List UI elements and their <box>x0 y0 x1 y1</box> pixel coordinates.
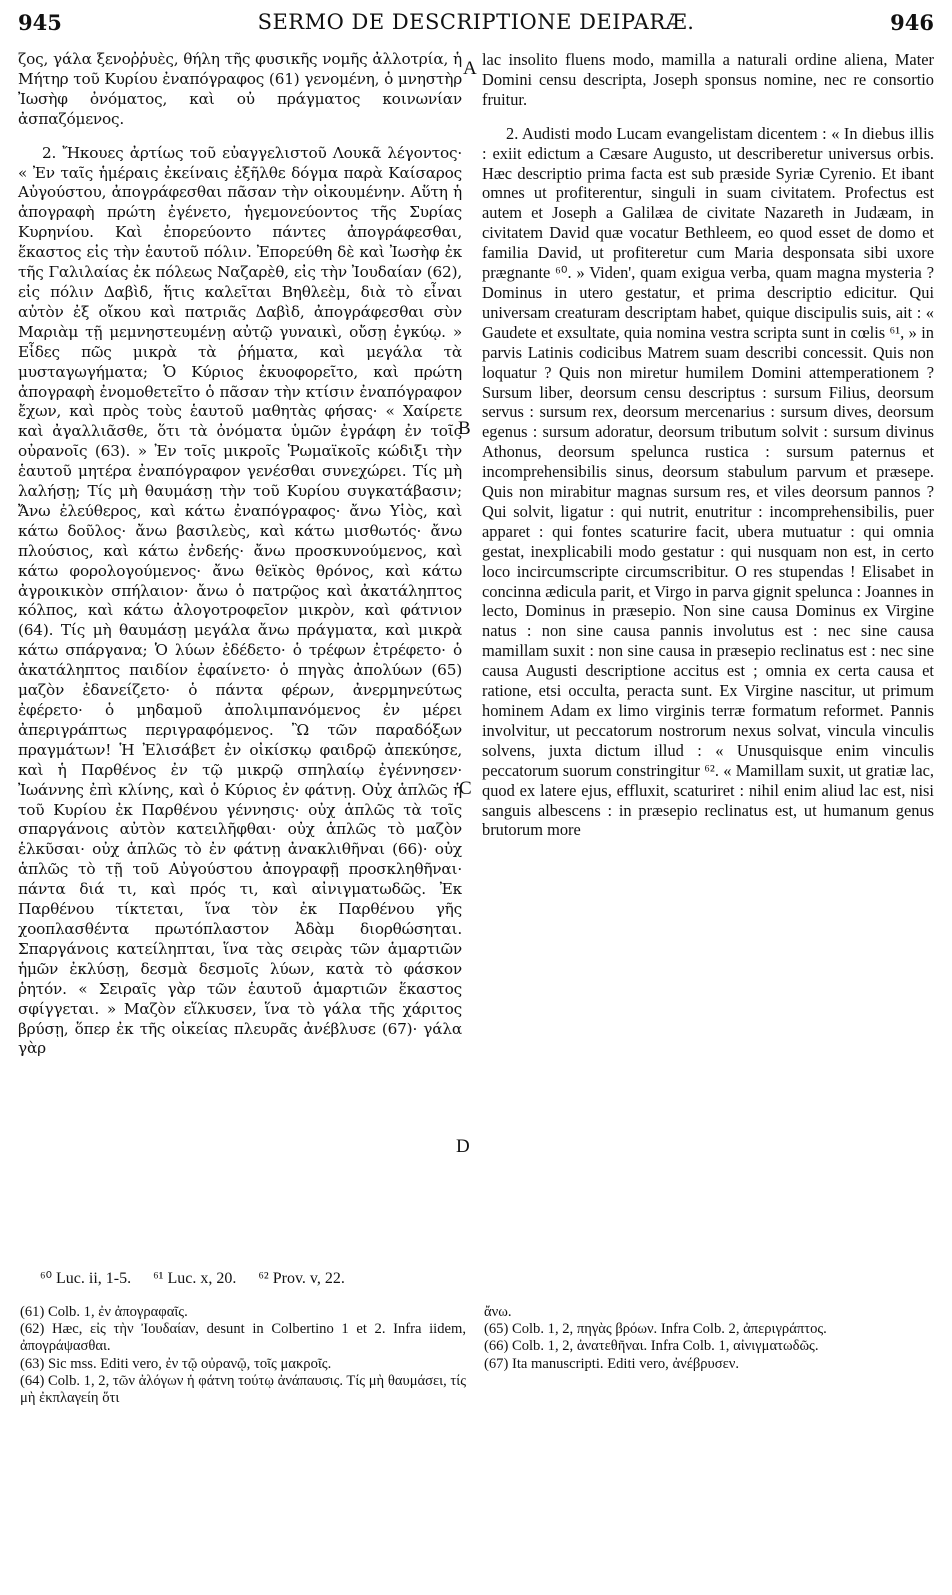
running-title: SERMO DE DESCRIPTIONE DEIPARÆ. <box>257 10 695 34</box>
footnote-61: (61) Colb. 1, ἐν ἀπογραφαῖς. <box>20 1304 188 1320</box>
latin-paragraph-1: lac insolito fluens modo, mamilla a naturali ordine aliena, Mater Domini censu descripta, Joseph sponsus nomine, nec re consortio fruitur. <box>482 50 934 109</box>
reference-61: ⁶¹ Luc. x, 20. <box>153 1270 237 1287</box>
footnote-64-continued: ἄνω. <box>484 1304 512 1320</box>
section-marker-a: A <box>463 58 477 79</box>
footnote-64: (64) Colb. 1, 2, τῶν ἀλόγων ἡ φάτνη τούτῳ ἀνάπαυσις. Τίς μὴ θαυμάσει, τίς μὴ ἐκπλαγείη ὅτι <box>20 1372 466 1407</box>
reference-60: ⁶⁰ Luc. ii, 1-5. <box>40 1270 132 1287</box>
page-number-right: 946 <box>890 10 934 35</box>
section-marker-d: D <box>456 1136 470 1157</box>
greek-paragraph-2: 2. Ἤκουες ἀρτίως τοῦ εὐαγγελιστοῦ Λουκᾶ λέγοντος· « Ἐν ταῖς ἡμέραις ἐκείναις ἐξῆλθε δόγμα παρὰ Καίσαρος Αὐγούστου, ἀπογράφεσθαι πᾶσαν τὴν οἰκουμένην. Αὕτη ἡ ἀπογραφὴ πρώτη ἐγένετο, ἡγεμονεύοντος τῆς Συρίας Κυρηνίου. Καὶ ἐπορεύοντο πάντες ἀπογράφεσθαι, ἕκαστος εἰς τὴν ἑαυτοῦ πόλιν. Ἐπορεύθη δὲ καὶ Ἰωσὴφ ἐκ τῆς Γαλιλαίας ἐκ πόλεως Ναζαρὲθ, εἰς τὴν Ἰουδαίαν (62), εἰς πόλιν Δαβὶδ, ἥτις καλεῖται Βηθλεὲμ, διὰ τὸ εἶναι αὐτὸν ἐξ οἴκου καὶ πατριᾶς Δαβὶδ, ἀπογράφεσθαι σὺν Μαριὰμ τῇ μεμνηστευμένῃ αὐτῷ γυναικὶ, οὔσῃ ἐγκύῳ. » Εἶδες πῶς μικρὰ τὰ ῥήματα, καὶ μεγάλα τὰ μυσταγωγήματα; Ὁ Κύριος ἐκυοφορεῖτο, καὶ πρώτη ἀπογραφὴ ἐνομοθετεῖτο ὁ πᾶσαν τὴν κτίσιν ἐναπόγραφον ἔχων, καὶ πρὸς τοὺς ἑαυτοῦ μαθητὰς φήσας· « Χαίρετε καὶ ἀγαλλιᾶσθε, ὅτι τὰ ὀνόματα ὑμῶν ἐγράφη ἐν τοῖς οὐρανοῖς (63). » Ἐν τοῖς μικροῖς Ῥωμαϊκοῖς κώδιξι τὴν ἑαυτοῦ μητέρα ἐναπόγραφον γενέσθαι συνεχώρει. Τίς μὴ λαλήσῃ; Τίς μὴ θαυμάσῃ τὴν τοῦ Κυρίου συγκατάβασιν; Ἄνω ἐλεύθερος, καὶ κάτω ἐναπόγραφος· ἄνω Υἱὸς, καὶ κάτω δοῦλος· ἄνω βασιλεὺς, καὶ κάτω μισθωτός· ἄνω πλούσιος, καὶ κάτω ἐνδεής· ἄνω προσκυνούμενος, καὶ κάτω φορολογούμενος· ἄνω θεϊκὸς θρόνος, καὶ κάτω ἀγροικικὸν σπήλαιον· ἄνω ὁ πατρῷος καὶ ἀκατάληπτος κόλπος, καὶ κάτω ἀλογοτροφεῖον μικρὸν, καὶ φάτνιον (64). Τίς μὴ θαυμάσῃ μεγάλα ἄνω πράγματα, καὶ μικρὰ κάτω σπάργανα; Ὁ λύων ἐδέδετο· ὁ τρέφων ἐτρέφετο· ὁ ἀκατάληπτος παιδίον ἐφαίνετο· ὁ πηγὰς ἀπολύων (65) μαζὸν ἐδανείζετο· ὁ πάντα φέρων, ἀνερμηνεύτως ἐφέρετο· ὁ μηδαμοῦ ἀπολιμπανόμενος ἐν μέρει ἀπεριγράπτως περιγραφόμενος. Ὢ τῶν παραδόξων πραγμάτων! Ἡ Ἐλισάβετ ἐν οἰκίσκῳ φαιδρῷ ἀπεκύησε, καὶ ἡ Παρθένος ἐν τῷ μικρῷ σπηλαίῳ ἐγέννησεν· Ἰωάννης ἐπὶ κλίνης, καὶ ὁ Κύριος ἐν φάτνῃ. Οὐχ ἁπλῶς ἡ τοῦ Κυρίου ἐκ Παρθένου γέννησις· οὐχ ἁπλῶς τὰ τοῖς σπαργάνοις αὐτὸν κατειλῆφθαι· οὐχ ἁπλῶς τὸ μαζὸν ἑλκῦσαι· οὐχ ἁπλῶς τὸ ἐν φάτνῃ ἀνακλιθῆναι (66)· οὐχ ἁπλῶς τὸ τῇ τοῦ Αὐγούστου ἀπογραφῇ προσκληθῆναι· πάντα διά τι, καὶ πρός τι, καὶ αἰνιγματωδῶς. Ἐκ Παρθένου τίκτεται, ἵνα τὸν ἐκ Παρθένου γῆς χοοπλασθέντα πρωτόπλαστον Ἀδὰμ διορθώσηται. Σπαργάνοις κατείληπται, ἵνα τὰς σειρὰς τῶν ἁμαρτιῶν ἡμῶν ἐκλύσῃ, δεσμὰ δεσμοῖς λύων, κατὰ τὸ φάσκον ῥητόν. « Σειραῖς γὰρ τῶν ἑαυτοῦ ἁμαρτιῶν ἕκαστος σφίγγεται. » Μαζὸν εἵλκυσεν, ἵνα τὸ γάλα τῆς χάριτος βρύσῃ, ὅπερ ἐκ τῆς οἰκείας πλευρᾶς ἀνέβλυσε (67)· γάλα γὰρ <box>18 143 462 1058</box>
scripture-references <box>40 1268 363 1288</box>
footnote-67: (67) Ita manuscripti. Editi vero, ἀνέβρυσεν. <box>484 1355 739 1372</box>
footnote-66: (66) Colb. 1, 2, ἀνατεθῆναι. Infra Colb. 1, αἰνιγματωδῶς. <box>484 1338 819 1355</box>
latin-paragraph-2: 2. Audisti modo Lucam evangelistam dicentem : « In diebus illis : exiit edictum a Cæsare Augusto, ut describeretur universus orbis. Hæc descriptio prima facta est sub præside Syriæ Cyrenio. Et ibant omnes ut profiterentur, singuli in suam civitatem. Profectus est autem et Joseph a Galilæa de civitate Nazareth in Judæam, in civitatem David quæ vocatur Bethleem, eo quod esset de domo et familia David, ut profiteretur cum Maria desponsata sibi uxore prægnante ⁶⁰. » Viden', quam exigua verba, quam magna mysteria ? Dominus in utero gestatur, et prima descriptio edicitur. Qui universam creaturam descriptam habet, quique discipulis suis, ait : « Gaudete et exsultate, quia nomina vestra scripta sunt in cœlis ⁶¹, » in parvis Latinis codicibus Matrem suam describi concessit. Quis non loquatur ? Quis non miretur humilem Domini attemperationem ? Sursum liber, deorsum censu descriptus : sursum Filius, deorsum servus : sursum rex, deorsum mercenarius : sursum dives, deorsum egenus : sursum adoratur, deorsum tributum solvit : sursum divinus Athonus, deorsum spelunca rustica : sursum paternus et incomprehensibilis sinus, deorsum stabulum parvum et præsepe. Quis non mirabitur magnas sursum res, et viles deorsum pannos ? Qui solvit, ligatur : qui nutrit, enutritur : incomprehensibilis, puer apparet : qui fontes scaturire facit, ubera mutuatur : qui omnia gestat, inexplicabili modo gestatur : qui nusquam non est, in certo loco incircumscripte circumscribitur. O res stupendas ! Elisabet in concinna ædicula parit, et Virgo in parva gignit spelunca : Joannes in lecto, Dominus in præsepio. Non sine causa Dominus ex Virgine natus : non sine causa pannis involutus est : nec sine causa mamillam suxit : non sine causa in præsepio reclinatus est : nec sine causa Augusti descriptione accitus est ; omnia ex certa causa et ratione, etsi occulta, peracta sunt. Ex Virgine nascitur, ut primum hominem Adam ex limo virginis terræ formatum reformet. Pannis involvitur, ut peccatorum nostrorum nexus solvat, vincula vinculis solvens, juxta dictum illud : « Unusquisque enim vinculis peccatorum suorum constringitur ⁶². « Mamillam suxit, ut gratiæ lac, quod ex latere ejus, effluxit, scaturiret : nihil enim aliud lac est, nisi sanguis albescens : in præsepio reclinatus est, ut humanum genus brutorum more <box>482 123 934 840</box>
footnote-65: (65) Colb. 1, 2, πηγὰς βρόων. Infra Colb. 2, ἀπεριγράπτος. <box>484 1321 827 1338</box>
page-number-left: 945 <box>18 10 62 35</box>
page-header <box>18 10 934 42</box>
footnote-62: (62) Hæc, εἰς τὴν Ἰουδαίαν, desunt in Colbertino 1 et 2. Infra iidem, ἀπογράψασθαι. <box>20 1321 466 1355</box>
greek-column <box>18 50 462 1059</box>
greek-paragraph-1: ζος, γάλα ξενοῤῥυὲς, θήλη τῆς φυσικῆς νομῆς ἀλλοτρία, ἡ Μήτηρ τοῦ Κυρίου ἐναπόγραφος (61) γενομένη, ὁ μνηστὴρ Ἰωσὴφ ὀνόματος, καὶ οὐ πράγματος κοινωνίαν ἀσπαζόμενος. <box>18 50 462 128</box>
section-marker-c: C <box>459 778 472 799</box>
section-marker-b: B <box>458 418 471 439</box>
latin-column <box>482 50 934 840</box>
footnote-63: (63) Sic mss. Editi vero, ἐν τῷ οὐρανῷ, τοῖς μακροῖς. <box>20 1355 332 1372</box>
footnotes-left <box>20 1304 466 1407</box>
footnotes-right <box>484 1304 930 1373</box>
reference-62: ⁶² Prov. v, 22. <box>258 1270 345 1287</box>
